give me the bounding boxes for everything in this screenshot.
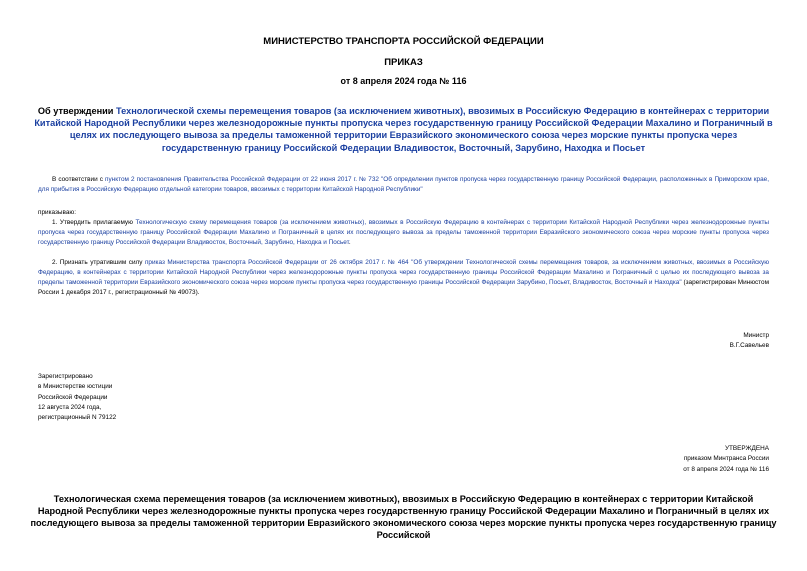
repealed-order-link[interactable]: приказ Министерства транспорта Российской Федерации от 26 октября 2017 г. № 464 "Об утверждении Технологической схемы перемещения товаров, за исключением животных, ввозимых в Российскую Федерацию, в контейнерах с территории Китайской Народной Республики через железнодорожные пункты пропуска через государственную границы Российской Федерации Махалино и Пограничный с целью их последующего вывоза за пределы таможенной территории Евразийского экономического союза через морские пункты пропуска через государственную границы Российской Федерации Зарубино, Посьет, Владивосток, Восточный и Находка" [38, 259, 769, 286]
order-date-number: от 8 апреля 2024 года № 116 [340, 76, 467, 86]
registration-line: Российской Федерации [38, 393, 108, 401]
preamble-prefix: В соответствии с [52, 176, 106, 183]
signature-block [730, 331, 769, 351]
preamble-paragraph [38, 175, 769, 195]
order-subject [30, 105, 777, 154]
signatory-position: Министр [743, 332, 769, 339]
government-decree-link[interactable]: пунктом 2 постановления Правительства Российской Федерации от 22 июня 2017 г. № 732 "Об определении пунктов пропуска через государственную границу Российской Федерации, расположенных в Приморском крае, для прибытия в Российскую Федерацию отдельной категории товаров, ввозимых с территории Китайской Народной Республики" [38, 176, 769, 193]
signatory-name: В.Г.Савельев [729, 342, 769, 349]
approval-line: приказом Минтранса России [683, 455, 769, 463]
item-2-suffix: (зарегистрирован Минюстом России 1 декабря 2017 г., регистрационный № 49073). [38, 279, 769, 296]
item-1-paragraph [38, 218, 769, 248]
approval-block [683, 444, 769, 475]
approved-scheme-link[interactable]: Технологическую схему перемещения товаров (за исключением животных), ввозимых в Российскую Федерацию в контейнерах с территории Китайской Народной Республики через железнодорожные пункты пропуска через государственную границу Российской Федерации Махалино и Пограничный в целях их последующего вывоза за пределы таможенной территории Евразийского экономического союза через морские пункты пропуска через государственную границу Российской Федерации Владивосток, Восточный, Зарубино, Находка и Посьет [38, 219, 770, 246]
approval-line: УТВЕРЖДЕНА [724, 445, 769, 452]
ministry-title: МИНИСТЕРСТВО ТРАНСПОРТА РОССИЙСКОЙ ФЕДЕРАЦИИ [263, 36, 544, 47]
item-2-paragraph [38, 258, 769, 298]
subject-scheme-link[interactable]: Технологической схемы перемещения товаров (за исключением животных), ввозимых в Российскую Федерацию в контейнерах с территории Китайской Народной Республики через железнодорожные пункты пропуска через государственную границу Российской Федерации Махалино и Пограничный в целях их последующего вывоза за пределы таможенной территории Евразийского экономического союза через морские пункты пропуска через государственную границу Российской Федерации Владивосток, Восточный, Зарубино, Находка и Посьет [34, 106, 773, 153]
document-type: ПРИКАЗ [384, 57, 423, 68]
registration-line: 12 августа 2024 года, [38, 403, 102, 411]
registration-line: в Министерстве юстиции [38, 383, 113, 391]
item-2-prefix: 2. Признать утратившим силу [52, 259, 145, 266]
registration-block [38, 372, 116, 423]
registration-line: регистрационный N 79122 [38, 414, 117, 422]
item-1-suffix: . [348, 239, 351, 246]
scheme-title: Технологическая схема перемещения товаров (за исключением животных), ввозимых в Российскую Федерацию в контейнерах с территории Китайской Народной Республики через железнодорожные пункты пропуска через государственную границу Российской Федерации Махалино и Пограничный в целях их последующего вывоза за пределы таможенной территории Евразийского экономического союза через морские пункты пропуска через государственную границу Российской [30, 494, 777, 540]
item-1-prefix: 1. Утвердить прилагаемую [52, 219, 136, 226]
subject-lead: Об утверждении [37, 106, 116, 116]
order-word: приказываю: [38, 209, 76, 216]
registration-line: Зарегистрировано [38, 373, 93, 380]
approval-line: от 8 апреля 2024 года № 116 [683, 465, 769, 473]
